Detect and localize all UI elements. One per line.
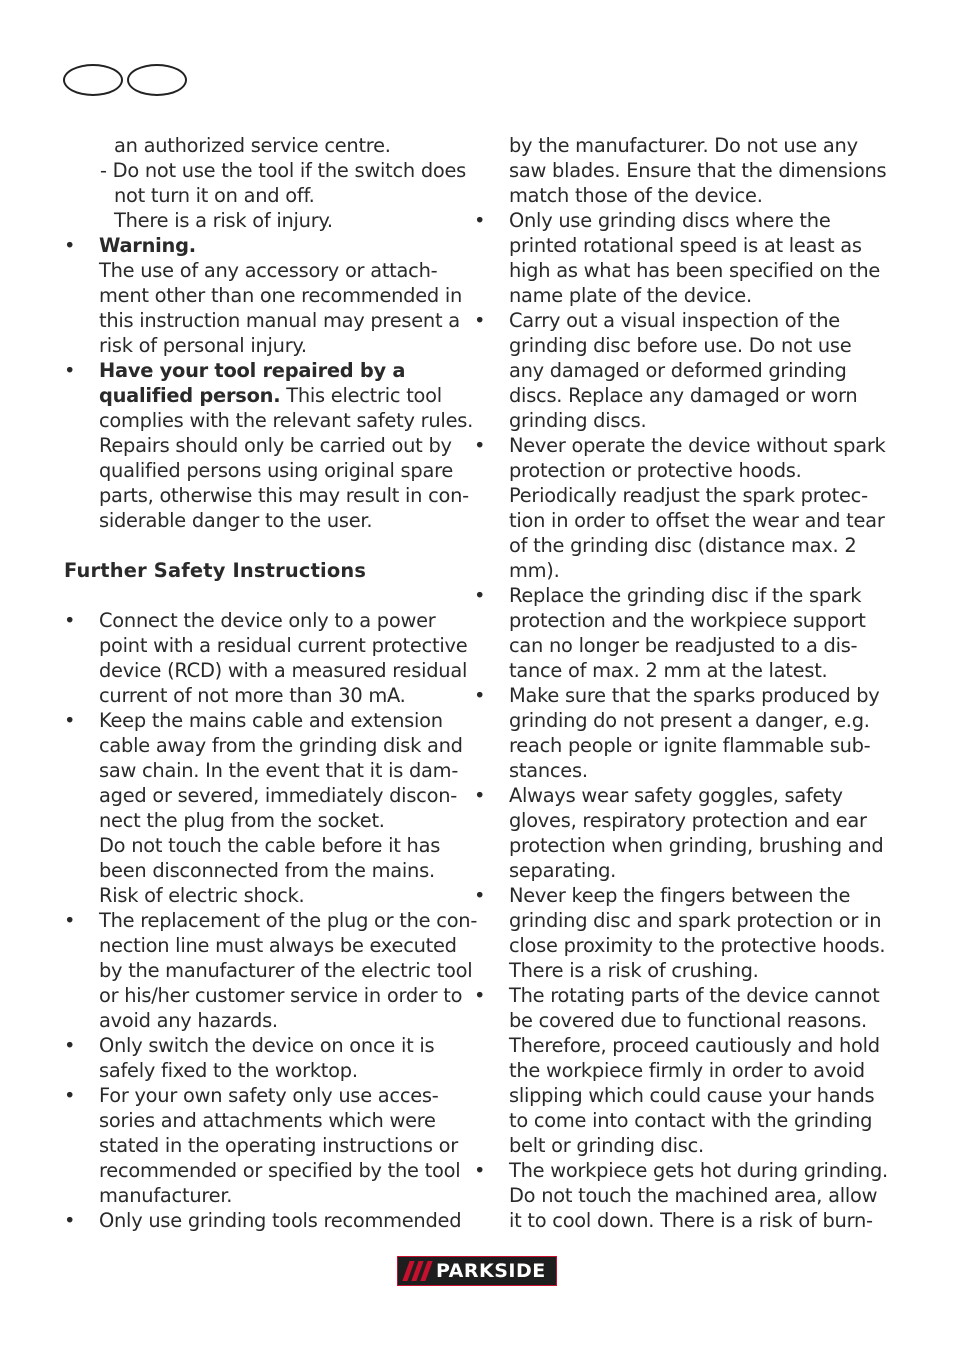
line-text: grinding disc before use. Do not use [509, 334, 852, 357]
line-text: of the grinding disc (distance max. 2 [509, 534, 857, 557]
bullet-line [474, 208, 874, 233]
line-text: separating. [509, 859, 617, 882]
right-text-column [474, 133, 888, 1233]
line-text: tion in order to offset the wear and tear [509, 509, 885, 532]
line-text: current of not more than 30 mA. [99, 684, 406, 707]
bold-lead-text: Warning. [99, 234, 196, 257]
text-line [474, 458, 874, 483]
line-text: Connect the device only to a power [99, 609, 436, 632]
line-text: belt or grinding disc. [509, 1134, 704, 1157]
line-text: name plate of the device. [509, 284, 752, 307]
line-text: by the manufacturer of the electric tool [99, 959, 473, 982]
bullet-line [474, 308, 874, 333]
line-text: grinding discs. [509, 409, 647, 432]
bullet-line [474, 1158, 888, 1183]
text-line [474, 1083, 874, 1108]
bullet-icon: • [64, 359, 76, 382]
line-text: by the manufacturer. Do not use any [509, 134, 858, 157]
bullet-icon: • [474, 884, 486, 907]
bullet-icon: • [64, 1209, 76, 1232]
text-line [474, 608, 874, 633]
text-line [64, 1158, 461, 1183]
line-text: not turn it on and off. [114, 184, 315, 207]
line-text: Make sure that the sparks produced by [509, 684, 880, 707]
text-line [64, 1133, 458, 1158]
text-line [474, 633, 874, 658]
line-text: protection or protective hoods. [509, 459, 802, 482]
line-text: Therefore, proceed cautiously and hold [509, 1034, 880, 1057]
text-line [474, 358, 874, 383]
text-line [64, 333, 454, 358]
line-text: protection and the workpiece support [509, 609, 866, 632]
line-text: saw chain. In the event that it is dam- [99, 759, 459, 782]
line-text: to come into contact with the grinding [509, 1109, 873, 1132]
line-text: stances. [509, 759, 588, 782]
line-text: gloves, respiratory protection and ear [509, 809, 867, 832]
bullet-icon: • [474, 984, 486, 1007]
line-text: parts, otherwise this may result in con- [99, 484, 469, 507]
line-text: Only use grinding discs where the [509, 209, 831, 232]
text-line [64, 833, 454, 858]
bullet-line [64, 608, 454, 633]
logo-stripes-icon [402, 1261, 432, 1281]
line-text: slipping which could cause your hands [509, 1084, 875, 1107]
line-text: manufacturer. [99, 1184, 233, 1207]
text-line [474, 133, 874, 158]
line-text: aged or severed, immediately discon- [99, 784, 457, 807]
text-line [64, 658, 468, 683]
bullet-icon: • [64, 234, 76, 257]
line-text: been disconnected from the mains. [99, 859, 435, 882]
text-line [64, 183, 454, 208]
line-text: Periodically readjust the spark protec- [509, 484, 868, 507]
text-line [474, 758, 874, 783]
text-line [474, 658, 874, 683]
text-line [64, 1108, 454, 1133]
line-text: The use of any accessory or attach- [99, 259, 438, 282]
line-text: cable away from the grinding disk and [99, 734, 463, 757]
line-text: Risk of electric shock. [99, 884, 305, 907]
logo-brand-text: PARKSIDE [436, 1260, 546, 1282]
text-line [474, 833, 884, 858]
bullet-line [64, 1083, 454, 1108]
line-text: Do not touch the machined area, allow [509, 1184, 878, 1207]
line-text: be covered due to functional reasons. [509, 1009, 867, 1032]
line-text: discs. Replace any damaged or worn [509, 384, 858, 407]
bullet-icon: • [474, 309, 486, 332]
text-line [474, 408, 874, 433]
line-text: Do not touch the cable before it has [99, 834, 441, 857]
bullet-line [64, 708, 454, 733]
text-line [64, 983, 463, 1008]
text-line [474, 958, 874, 983]
line-text: sories and attachments which were [99, 1109, 436, 1132]
text-line [474, 858, 874, 883]
text-line [64, 308, 460, 333]
text-line [64, 958, 473, 983]
line-text: - Do not use the tool if the switch does [100, 159, 467, 182]
line-text: Keep the mains cable and extension [99, 709, 443, 732]
line-text: saw blades. Ensure that the dimensions [509, 159, 887, 182]
line-text: the workpiece firmly in order to avoid [509, 1059, 865, 1082]
text-line [474, 933, 886, 958]
bullet-line [474, 433, 886, 458]
bullet-line [64, 1208, 462, 1233]
bullet-line [474, 983, 880, 1008]
language-tab-ovals [63, 64, 189, 98]
line-text: complies with the relevant safety rules. [99, 409, 474, 432]
text-line [474, 908, 882, 933]
text-line [474, 808, 874, 833]
line-text: Always wear safety goggles, safety [509, 784, 843, 807]
text-line [64, 783, 457, 808]
line-text: avoid any hazards. [99, 1009, 278, 1032]
bullet-line [474, 683, 880, 708]
text-line [474, 1058, 874, 1083]
line-text: Replace the grinding disc if the spark [509, 584, 862, 607]
line-text: safely fixed to the worktop. [99, 1059, 358, 1082]
line-text: This electric tool [280, 384, 442, 407]
text-line [64, 633, 468, 658]
text-line [474, 333, 874, 358]
bullet-icon: • [474, 209, 486, 232]
language-oval-left [63, 64, 123, 96]
line-text: grinding disc and spark protection or in [509, 909, 882, 932]
text-line [474, 1033, 880, 1058]
line-text: device (RCD) with a measured residual [99, 659, 468, 682]
line-text: printed rotational speed is at least as [509, 234, 862, 257]
line-text: The rotating parts of the device cannot [509, 984, 880, 1007]
text-line [64, 733, 463, 758]
bullet-icon: • [474, 1159, 486, 1182]
text-line [64, 458, 454, 483]
text-line [64, 383, 454, 408]
line-text: There is a risk of injury. [114, 209, 333, 232]
text-line [474, 283, 874, 308]
line-text: Never keep the fingers between the [509, 884, 851, 907]
text-line [64, 883, 454, 908]
line-text: high as what has been specified on the [509, 259, 881, 282]
text-line [474, 708, 874, 733]
text-line [64, 758, 459, 783]
text-line [474, 233, 874, 258]
text-line [474, 183, 874, 208]
bullet-line [474, 583, 874, 608]
text-line [64, 258, 454, 283]
text-line [474, 1133, 874, 1158]
line-text: Carry out a visual inspection of the [509, 309, 840, 332]
text-line [64, 683, 454, 708]
text-line [64, 133, 454, 158]
text-line [474, 258, 881, 283]
bullet-line [64, 358, 454, 383]
bullet-icon: • [474, 784, 486, 807]
bullet-line [474, 883, 874, 908]
text-line [64, 483, 469, 508]
line-text: recommended or specified by the tool [99, 1159, 461, 1182]
bullet-icon: • [64, 909, 76, 932]
line-text: nect the plug from the socket. [99, 809, 385, 832]
line-text: any damaged or deformed grinding [509, 359, 847, 382]
line-text: ment other than one recommended in [99, 284, 463, 307]
line-text: grinding do not present a danger, e.g. [509, 709, 870, 732]
text-line [64, 208, 454, 233]
text-line [474, 1008, 874, 1033]
line-text: it to cool down. There is a risk of burn- [509, 1209, 873, 1232]
line-text: tance of max. 2 mm at the latest. [509, 659, 828, 682]
line-text: There is a risk of crushing. [509, 959, 759, 982]
bullet-icon: • [64, 709, 76, 732]
paragraph-gap [64, 583, 454, 608]
line-text: The replacement of the plug or the con- [99, 909, 478, 932]
text-line [64, 508, 454, 533]
language-oval-right [127, 64, 187, 96]
line-text: reach people or ignite flammable sub- [509, 734, 871, 757]
bullet-icon: • [474, 684, 486, 707]
line-text: risk of personal injury. [99, 334, 307, 357]
text-line [64, 1183, 454, 1208]
left-text-column [64, 133, 478, 1233]
text-line [64, 858, 454, 883]
text-line [474, 1108, 874, 1133]
text-line [474, 533, 874, 558]
section-heading: Further Safety Instructions [64, 559, 367, 582]
text-line [474, 1183, 878, 1208]
bullet-icon: • [64, 609, 76, 632]
parkside-logo [397, 1256, 557, 1286]
text-line [64, 1058, 454, 1083]
text-line [64, 283, 463, 308]
line-text: siderable danger to the user. [99, 509, 373, 532]
bullet-icon: • [474, 434, 486, 457]
line-text: qualified persons using original spare [99, 459, 454, 482]
text-line [64, 433, 454, 458]
text-line [474, 383, 874, 408]
bullet-line [474, 783, 874, 808]
line-text: close proximity to the protective hoods. [509, 934, 886, 957]
line-text: match those of the device. [509, 184, 763, 207]
line-text: Only use grinding tools recommended [99, 1209, 462, 1232]
line-text: mm). [509, 559, 560, 582]
line-text: stated in the operating instructions or [99, 1134, 458, 1157]
text-line [64, 1008, 454, 1033]
bullet-icon: • [474, 584, 486, 607]
text-line [474, 158, 887, 183]
line-text: protection when grinding, brushing and [509, 834, 884, 857]
line-text: For your own safety only use acces- [99, 1084, 439, 1107]
text-line [64, 158, 467, 183]
text-line [474, 1208, 874, 1233]
line-text: The workpiece gets hot during grinding. [509, 1159, 888, 1182]
bold-lead-text: Have your tool repaired by a [99, 359, 406, 382]
line-text: point with a residual current protective [99, 634, 468, 657]
line-text: can no longer be readjusted to a dis- [509, 634, 858, 657]
text-line [474, 508, 885, 533]
bold-lead-text: qualified person. [99, 384, 281, 407]
bullet-line [64, 1033, 454, 1058]
line-text: or his/her customer service in order to [99, 984, 463, 1007]
text-line [64, 933, 457, 958]
bullet-icon: • [64, 1084, 76, 1107]
line-text: nection line must always be executed [99, 934, 457, 957]
line-text: this instruction manual may present a [99, 309, 460, 332]
text-line [474, 483, 874, 508]
line-text: an authorized service centre. [114, 134, 391, 157]
bullet-icon: • [64, 1034, 76, 1057]
text-line [64, 808, 454, 833]
text-line [64, 408, 474, 433]
text-line [474, 733, 874, 758]
line-text: Only switch the device on once it is [99, 1034, 435, 1057]
text-line [474, 558, 874, 583]
bullet-line [64, 233, 454, 258]
line-text: Repairs should only be carried out by [99, 434, 452, 457]
line-text: Never operate the device without spark [509, 434, 886, 457]
bullet-line [64, 908, 478, 933]
